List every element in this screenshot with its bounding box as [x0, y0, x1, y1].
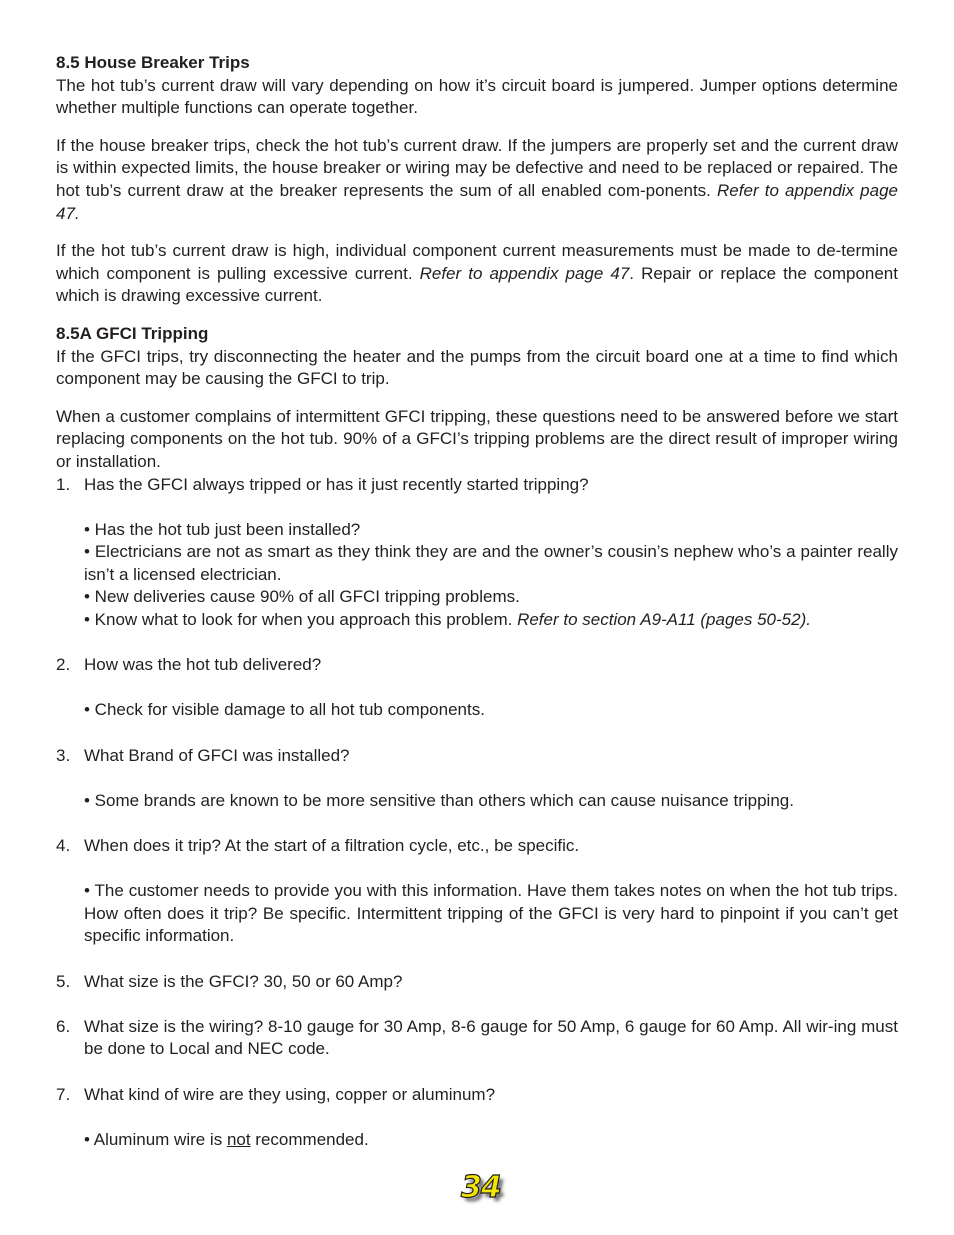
section-heading-house-breaker: 8.5 House Breaker Trips	[56, 53, 250, 72]
bullet-list	[84, 790, 898, 813]
bullet-item	[84, 609, 898, 632]
question-number: 2.	[56, 655, 71, 675]
question-text: What kind of wire are they using, copper or aluminum?	[84, 1084, 496, 1104]
paragraph-text: If the hot tub’s current draw is high, individual component current measurements must be made to de-termine which component is pulling excessive current.	[56, 241, 898, 283]
question-number: 1.	[56, 474, 71, 494]
question-item	[56, 1084, 898, 1152]
bullet-list	[84, 1129, 898, 1152]
paragraph: When a customer complains of intermittent GFCI tripping, these questions need to be answered before we start replacing components on the hot tub. 90% of a GFCI’s tripping problems are the direct result of improper wiring or installation.	[56, 406, 898, 471]
paragraph-text: . Repair or replace the component which is drawing excessive current.	[56, 263, 898, 306]
question-item	[56, 1016, 898, 1084]
question-text: What Brand of GFCI was installed?	[84, 745, 350, 765]
question-number: 6.	[56, 1016, 71, 1036]
bullet-item: • Has the hot tub just been installed?	[84, 519, 361, 539]
page-number	[458, 1170, 514, 1218]
paragraph-text: If the house breaker trips, check the hot tub’s current draw. If the jumpers are properly set and the current draw is within expected limits, the house breaker or wiring may be defective and need to be replaced or repaired. The hot tub’s current draw at the breaker represents the sum of all enabled com-ponents.	[56, 135, 898, 200]
bullet-item: • Electricians are not as smart as they think they are and the owner’s cousin’s nephew who’s a painter really isn’t a licensed electrician.	[84, 542, 898, 584]
bullet-text: • Aluminum wire is	[84, 1129, 227, 1149]
question-item	[56, 654, 898, 744]
section-reference: Refer to section A9-A11 (pages 50-52).	[517, 610, 811, 630]
question-number: 3.	[56, 745, 71, 765]
question-item	[56, 474, 898, 655]
question-number: 5.	[56, 971, 71, 991]
question-item	[56, 745, 898, 835]
underlined-word: not	[226, 1129, 251, 1149]
bullet-list	[84, 519, 898, 632]
paragraph	[56, 135, 898, 225]
paragraph	[56, 240, 898, 308]
paragraph: The hot tub’s current draw will vary depending on how it’s circuit board is jumpered. Jumper options determine whether multiple functions can operate together.	[56, 75, 898, 118]
paragraph: If the GFCI trips, try disconnecting the heater and the pumps from the circuit board one at a time to find which component may be causing the GFCI to trip.	[56, 346, 898, 389]
bullet-list	[84, 880, 898, 948]
question-text: When does it trip? At the start of a filtration cycle, etc., be specific.	[84, 836, 580, 855]
question-item	[56, 971, 898, 1016]
appendix-reference: Refer to appendix page 47	[419, 263, 630, 283]
question-list	[56, 474, 898, 1152]
question-item	[56, 835, 898, 971]
question-number: 4.	[56, 836, 71, 855]
bullet-list	[84, 699, 898, 722]
question-text: How was the hot tub delivered?	[84, 655, 322, 675]
bullet-text: • Know what to look for when you approach this problem.	[84, 610, 518, 630]
appendix-reference: Refer to appendix page 47.	[56, 180, 898, 223]
question-number: 7.	[56, 1084, 71, 1104]
document-page	[56, 52, 898, 1151]
section-heading-gfci: 8.5A GFCI Tripping	[56, 323, 209, 343]
question-text: What size is the wiring? 8-10 gauge for 30 Amp, 8-6 gauge for 50 Amp, 6 gauge for 60 Amp. All wir-ing must be done to Local and NEC code.	[84, 1016, 898, 1059]
bullet-item: • The customer needs to provide you with this information. Have them takes notes on when the hot tub trips. How often does it trip? Be specific. Intermittent tripping of the GFCI is very hard to pinpoint if you can’t get specific information.	[84, 881, 898, 946]
question-text: Has the GFCI always tripped or has it just recently started tripping?	[84, 474, 589, 494]
bullet-item: • Some brands are known to be more sensitive than others which can cause nuisance tripping.	[84, 790, 794, 810]
page-number-text: 34	[461, 1170, 501, 1205]
bullet-item: • New deliveries cause 90% of all GFCI tripping problems.	[84, 587, 520, 607]
bullet-text: recommended.	[250, 1129, 369, 1149]
bullet-item	[84, 1129, 898, 1152]
question-text: What size is the GFCI? 30, 50 or 60 Amp?	[84, 971, 403, 991]
bullet-item: • Check for visible damage to all hot tub components.	[84, 700, 485, 720]
